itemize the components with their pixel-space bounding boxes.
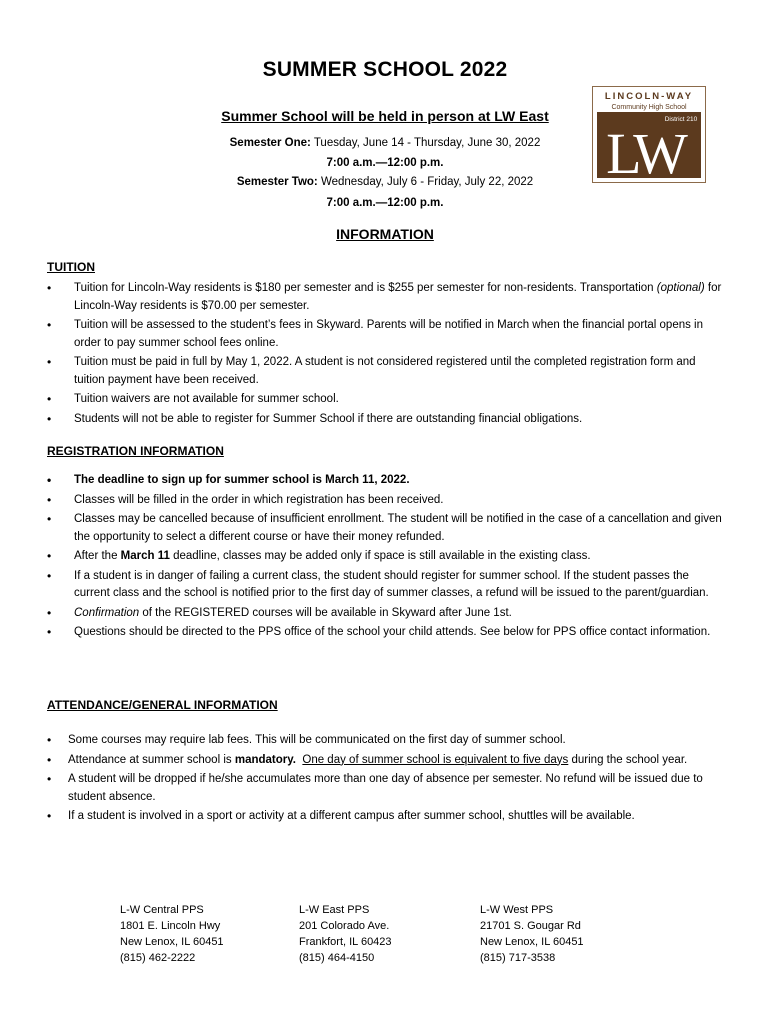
list-item: • Tuition must be paid in full by May 1, 2022. A student is not considered registered until the completed registration form and tuition payment have been received. bbox=[0, 354, 726, 389]
registration-list bbox=[0, 472, 726, 644]
semester-two-label: Semester Two: bbox=[236, 176, 318, 188]
registration-item-4-bold: March 11 bbox=[120, 550, 170, 562]
logo-line1: LINCOLN-WAY bbox=[604, 91, 694, 102]
semester-two-dates: Wednesday, July 6 - Friday, July 22, 2022 bbox=[320, 176, 534, 188]
registration-item-4-post: deadline, classes may be added only if space is still available in the existing class. bbox=[169, 550, 591, 562]
list-item bbox=[0, 548, 726, 566]
registration-item-6-italic: Confirmation bbox=[74, 606, 140, 619]
semester-two-time: 7:00 a.m.—12:00 p.m. bbox=[326, 197, 444, 209]
attendance-item-2-underline: One day of summer school is equivalent to five days bbox=[302, 753, 569, 766]
attendance-item-2-bold: mandatory. bbox=[234, 753, 296, 766]
tuition-item-1-text: Tuition for Lincoln-Way residents is $180 per semester and is $255 per semester for non-residents. Transportation bbox=[74, 282, 654, 294]
tuition-list bbox=[0, 280, 726, 430]
contact-phone: (815) 464-4150 bbox=[299, 952, 375, 964]
contact-central bbox=[120, 902, 224, 966]
list-item bbox=[0, 752, 728, 770]
contact-city: Frankfort, IL 60423 bbox=[299, 936, 392, 948]
contact-address: 201 Colorado Ave. bbox=[299, 920, 390, 932]
contact-name: L-W West PPS bbox=[480, 904, 554, 916]
contact-phone: (815) 462-2222 bbox=[120, 952, 196, 964]
attendance-item-2-pre: Attendance at summer school is bbox=[68, 753, 235, 766]
registration-item-6-rest: of the REGISTERED courses will be available in Skyward after June 1st. bbox=[139, 606, 512, 619]
list-item: • Tuition will be assessed to the student’s fees in Skyward. Parents will be notified in March when the financial portal opens in order to pay summer school fees online. bbox=[0, 317, 726, 352]
list-item: • Classes may be cancelled because of insufficient enrollment. The student will be notified in the case of a cancellation and given the opportunity to select a different course or have their money refunded. bbox=[0, 511, 726, 546]
contact-address: 21701 S. Gougar Rd bbox=[480, 920, 581, 932]
list-item: • Classes will be filled in the order in which registration has been received. bbox=[0, 492, 726, 510]
page-title: SUMMER SCHOOL 2022 bbox=[262, 58, 508, 81]
attendance-heading: ATTENDANCE/GENERAL INFORMATION bbox=[47, 698, 278, 712]
logo-line2: Community High School bbox=[611, 104, 687, 111]
contact-phone: (815) 717-3538 bbox=[480, 952, 556, 964]
registration-heading: REGISTRATION INFORMATION bbox=[47, 444, 224, 458]
list-item bbox=[0, 280, 726, 315]
logo-letters: LW bbox=[606, 121, 684, 182]
list-item: • A student will be dropped if he/she accumulates more than one day of absence per semester. No refund will be issued due to student absence. bbox=[0, 771, 728, 806]
contact-address: 1801 E. Lincoln Hwy bbox=[120, 920, 221, 932]
location-subtitle: Summer School will be held in person at LW East bbox=[221, 108, 549, 124]
lincoln-way-logo bbox=[592, 86, 706, 183]
semester-one-dates: Tuesday, June 14 - Thursday, June 30, 2022 bbox=[313, 137, 541, 149]
list-item bbox=[0, 605, 726, 623]
contact-city: New Lenox, IL 60451 bbox=[120, 936, 224, 948]
registration-item-4-pre: After the bbox=[74, 550, 121, 562]
list-item: • Some courses may require lab fees. This will be communicated on the first day of summer school. bbox=[0, 732, 728, 750]
list-item: • Tuition waivers are not available for summer school. bbox=[0, 391, 726, 409]
semester-one-label: Semester One: bbox=[229, 137, 311, 149]
list-item: • Students will not be able to register for Summer School if there are outstanding financial obligations. bbox=[0, 411, 726, 429]
contact-name: L-W East PPS bbox=[299, 904, 370, 916]
attendance-list bbox=[0, 732, 728, 828]
contact-west bbox=[480, 902, 584, 966]
tuition-heading: TUITION bbox=[47, 260, 95, 274]
logo-line3: District 210 bbox=[664, 116, 698, 123]
list-item: • If a student is involved in a sport or activity at a different campus after summer school, shuttles will be available. bbox=[0, 808, 728, 826]
semester-one-time: 7:00 a.m.—12:00 p.m. bbox=[326, 157, 444, 169]
contact-name: L-W Central PPS bbox=[120, 904, 204, 916]
contact-city: New Lenox, IL 60451 bbox=[480, 936, 584, 948]
list-item: • Questions should be directed to the PPS office of the school your child attends. See below for PPS office contact information. bbox=[0, 624, 726, 642]
list-item: • The deadline to sign up for summer school is March 11, 2022. bbox=[0, 472, 726, 490]
lincoln-way-logo-graphic bbox=[593, 87, 705, 182]
information-heading: INFORMATION bbox=[336, 226, 434, 242]
tuition-item-1-rest: for Lincoln-Way residents is $70.00 per semester. bbox=[74, 282, 722, 312]
contact-east bbox=[299, 902, 392, 966]
tuition-item-1-optional: (optional) bbox=[656, 282, 705, 294]
list-item: • If a student is in danger of failing a current class, the student should register for summer school. If the student passes the current class and the school is notified prior to the first day of summer classes, a refund will be issued to the parent/guardian. bbox=[0, 568, 726, 603]
attendance-item-2-post: during the school year. bbox=[568, 753, 688, 766]
